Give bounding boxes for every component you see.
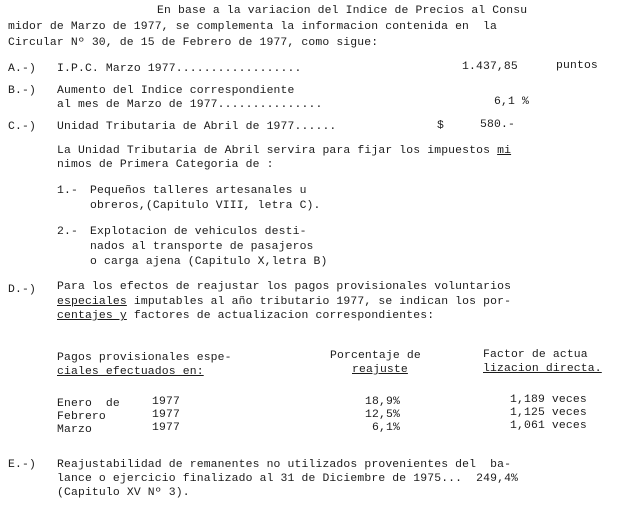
item-b-value: 6,1 % <box>494 96 529 108</box>
table-header-col3-line-2: lizacion directa. <box>483 363 602 375</box>
item-a-marker: A.-) <box>8 63 36 75</box>
d-line-1: Para los efectos de reajustar los pagos provisionales voluntarios <box>57 281 512 293</box>
category-1-line-1: Pequeños talleres artesanales u <box>90 185 307 197</box>
item-c-label: Unidad Tributaria de Abril de 1977...... <box>57 121 337 133</box>
item-a-unit: puntos <box>556 60 598 72</box>
row-1-percent: 18,9% <box>365 396 400 408</box>
intro-line-3: Circular Nº 30, de 15 de Febrero de 1977, como sigue: <box>8 37 379 49</box>
row-3-factor: 1,061 veces <box>510 420 587 432</box>
e-line-1: Reajustabilidad de remanentes no utilizados provenientes del ba- <box>57 459 512 471</box>
row-1-factor: 1,189 veces <box>510 394 587 406</box>
row-1-year: 1977 <box>152 396 180 408</box>
d-line-3-underlined: centajes y <box>57 310 127 322</box>
row-2-percent: 12,5% <box>365 409 400 421</box>
category-2-marker: 2.- <box>57 226 78 238</box>
row-2-month: Febrero <box>57 411 106 423</box>
row-3-percent: 6,1% <box>372 422 400 434</box>
e-line-2: lance o ejercicio finalizado al 31 de Diciembre de 1975... 249,4% <box>57 473 519 485</box>
uta-underlined-syllable: mi <box>497 145 512 157</box>
d-line-2-rest: imputables al año tributario 1977, se indican los por- <box>126 296 512 308</box>
uta-line-1 <box>57 145 511 158</box>
item-b-line-2: al mes de Marzo de 1977............... <box>57 99 323 111</box>
d-line-3 <box>57 310 434 323</box>
row-3-year: 1977 <box>152 422 180 434</box>
table-header-col2-line-2: reajuste <box>352 364 408 376</box>
category-2-line-2: nados al transporte de pasajeros <box>90 241 314 253</box>
item-c-value: 580.- <box>480 119 515 131</box>
item-b-marker: B.-) <box>8 85 36 97</box>
category-2-line-3: o carga ajena (Capitulo X,letra B) <box>90 256 328 268</box>
row-2-factor: 1,125 veces <box>510 407 587 419</box>
row-1-month: Enero de <box>57 398 120 410</box>
e-line-3: (Capitulo XV Nº 3). <box>57 487 190 499</box>
row-3-month: Marzo <box>57 424 92 436</box>
item-a-label: I.P.C. Marzo 1977.................. <box>57 63 302 75</box>
table-header-col1-line-1: Pagos provisionales espe- <box>57 352 232 364</box>
intro-line-2: midor de Marzo de 1977, se complementa la informacion contenida en la <box>8 21 497 33</box>
d-marker: D.-) <box>8 284 36 296</box>
category-2-line-1: Explotacion de vehiculos desti- <box>90 226 307 238</box>
d-line-2 <box>57 296 511 309</box>
table-header-col3-line-1: Factor de actua <box>483 349 588 361</box>
item-b-line-1: Aumento del Indice correspondiente <box>57 85 295 97</box>
uta-line-2: nimos de Primera Categoria de : <box>57 159 274 171</box>
item-c-currency: $ <box>437 120 444 132</box>
row-2-year: 1977 <box>152 409 180 421</box>
item-c-marker: C.-) <box>8 121 36 133</box>
e-marker: E.-) <box>8 459 36 471</box>
uta-line-1-text: La Unidad Tributaria de Abril servira para fijar los impuestos <box>57 145 498 157</box>
d-line-3-rest: factores de actualizacion correspondientes: <box>126 310 435 322</box>
category-1-line-2: obreros,(Capitulo VIII, letra C). <box>90 200 321 212</box>
category-1-marker: 1.- <box>57 185 78 197</box>
intro-line-1: En base a la variacion del Indice de Precios al Consu <box>157 5 528 17</box>
table-header-col1-line-2: ciales efectuados en: <box>57 366 204 378</box>
table-header-col2-line-1: Porcentaje de <box>330 350 421 362</box>
item-a-value: 1.437,85 <box>462 61 518 73</box>
d-line-2-underlined-word: especiales <box>57 296 127 308</box>
